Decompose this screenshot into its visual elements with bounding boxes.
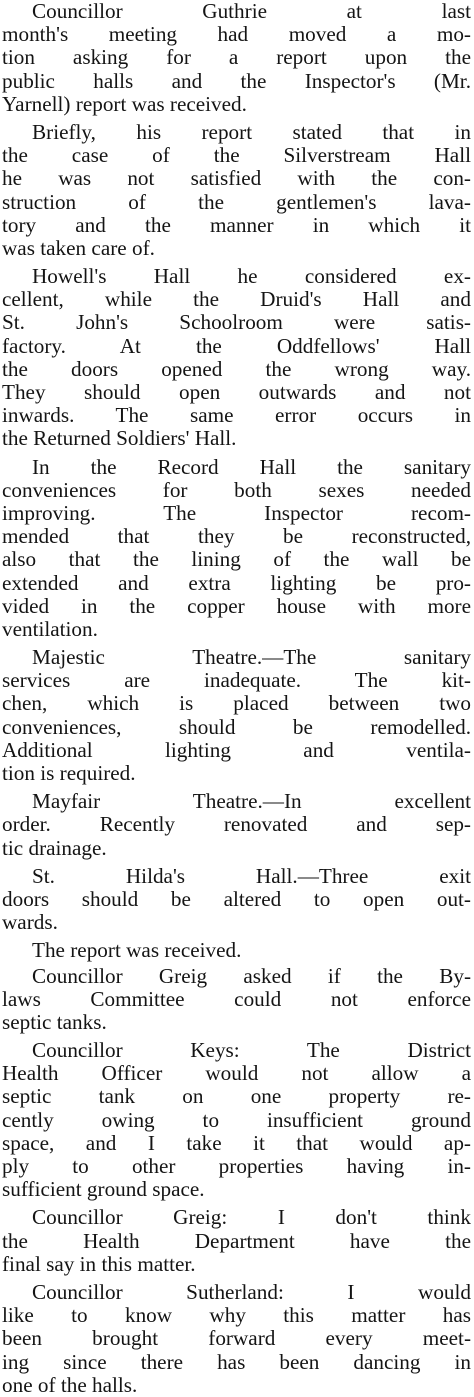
paragraph-keys-reply <box>2 1039 471 1201</box>
text-line: tic drainage. <box>2 836 107 860</box>
text-line: the doors opened the wrong way. <box>2 357 471 381</box>
text-line: extended and extra lighting be pro- <box>2 571 471 595</box>
text-line: ing since there has been dancing in <box>2 1350 471 1374</box>
text-line: Councillor Guthrie at last <box>32 0 471 23</box>
text-line: cellent, while the Druid's Hall and <box>2 288 471 312</box>
text-line: like to know why this matter has <box>2 1304 471 1328</box>
text-line: tion asking for a report upon the <box>2 46 471 70</box>
text-line: ply to other properties having in- <box>2 1155 471 1178</box>
paragraph-howells-hall <box>2 265 471 451</box>
text-line: In the Record Hall the sanitary <box>32 455 471 479</box>
text-line: tion is required. <box>2 762 136 785</box>
text-line: vided in the copper house with more <box>2 594 471 618</box>
text-line: also that the lining of the wall be <box>2 548 471 572</box>
text-line: laws Committee could not enforce <box>2 987 471 1011</box>
text-line: Mayfair Theatre.—In excellent <box>32 790 471 814</box>
text-line: Councillor Sutherland: I would <box>32 1280 471 1304</box>
text-line: space, and I take it that would ap- <box>2 1131 471 1155</box>
text-line: improving. The Inspector recom- <box>2 501 471 525</box>
text-line: Majestic Theatre.—The sanitary <box>32 646 471 670</box>
text-line: Yarnell) report was received. <box>2 92 247 116</box>
text-line: ventilation. <box>2 617 98 641</box>
text-line: conveniences for both sexes needed <box>2 478 471 502</box>
text-line: Councillor Greig: I don't think <box>32 1206 471 1230</box>
text-line: They should open outwards and not <box>2 381 471 404</box>
text-line: Briefly, his report stated that in <box>32 120 471 144</box>
paragraph-sutherland-remark <box>2 1281 471 1397</box>
text-line: was taken care of. <box>2 236 155 260</box>
text-line: public halls and the Inspector's (Mr. <box>2 69 471 93</box>
text-line: Howell's Hall he considered ex- <box>32 265 471 289</box>
paragraph-greig-reply <box>2 1206 471 1276</box>
text-line: struction of the gentlemen's lava- <box>2 190 471 214</box>
paragraph-majestic-theatre <box>2 646 471 785</box>
text-line: factory. At the Oddfellows' Hall <box>2 334 471 358</box>
text-line: conveniences, should be remodelled. <box>2 715 471 739</box>
text-line: the Health Department have the <box>2 1229 471 1253</box>
paragraph-guthrie-motion <box>2 0 471 116</box>
paragraph-st-hildas-hall <box>2 865 471 935</box>
text-line: one of the halls. <box>2 1373 138 1397</box>
article-column <box>2 0 471 1397</box>
paragraph-mayfair-theatre <box>2 790 471 860</box>
text-line: cently owing to insufficient ground <box>2 1108 471 1132</box>
text-line: order. Recently renovated and sep- <box>2 813 471 837</box>
text-line: month's meeting had moved a mo- <box>2 23 471 47</box>
text-line: mended that they be reconstructed, <box>2 525 471 549</box>
text-line: St. John's Schoolroom were satis- <box>2 311 471 335</box>
text-line: chen, which is placed between two <box>2 692 471 716</box>
text-line: been brought forward every meet- <box>2 1327 471 1351</box>
text-line: services are inadequate. The kit- <box>2 669 471 693</box>
text-line: the case of the Silverstream Hall <box>2 144 471 168</box>
text-line: Councillor Keys: The District <box>32 1039 471 1063</box>
text-line: septic tank on one property re- <box>2 1085 471 1109</box>
text-line: tory and the manner in which it <box>2 213 471 237</box>
text-line: septic tanks. <box>2 1010 107 1034</box>
text-line: inwards. The same error occurs in <box>2 404 471 428</box>
text-line: The report was received. <box>32 939 242 963</box>
text-line: St. Hilda's Hall.—Three exit <box>32 864 471 888</box>
text-line: doors should be altered to open out- <box>2 887 471 911</box>
paragraph-silverstream-hall <box>2 121 471 260</box>
text-line: Health Officer would not allow a <box>2 1062 471 1086</box>
text-line: final say in this matter. <box>2 1252 196 1276</box>
paragraph-report-received <box>2 939 471 962</box>
paragraph-greig-question <box>2 965 471 1035</box>
text-line: wards. <box>2 911 58 935</box>
text-line: the Returned Soldiers' Hall. <box>2 427 237 451</box>
text-line: sufficient ground space. <box>2 1178 205 1202</box>
text-line: he was not satisfied with the con- <box>2 167 471 191</box>
paragraph-record-hall <box>2 456 471 642</box>
text-line: Additional lighting and ventila- <box>2 738 471 762</box>
text-line: Councillor Greig asked if the By- <box>32 964 471 988</box>
